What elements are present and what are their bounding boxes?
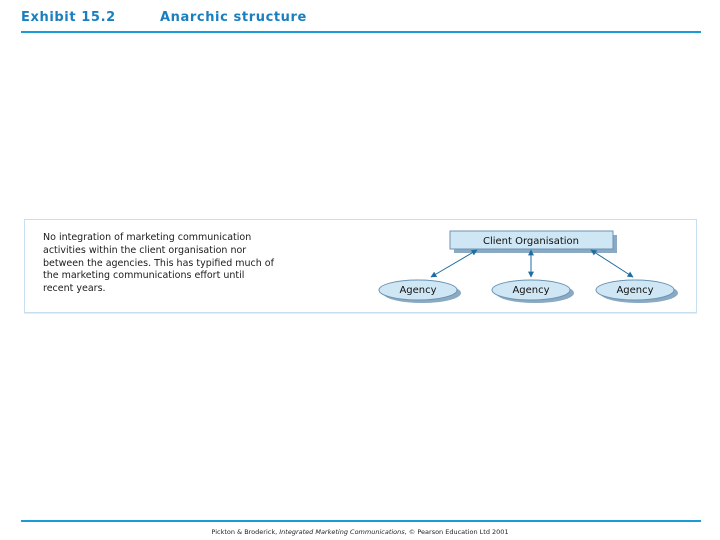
agency-label: Agency <box>512 285 550 296</box>
agency-node <box>379 280 461 303</box>
agency-node <box>492 280 574 303</box>
client-organisation-node <box>450 231 617 253</box>
anarchic-structure-diagram <box>25 220 698 314</box>
footer-divider <box>21 520 701 522</box>
description-line: recent years. <box>43 283 106 295</box>
connector-arrow <box>431 250 477 277</box>
agency-node <box>596 280 678 303</box>
client-organisation-label: Client Organisation <box>482 236 580 247</box>
description-line: the marketing communications effort until <box>43 270 245 282</box>
description-line: between the agencies. This has typified much of <box>43 257 274 269</box>
footer-citation <box>0 528 720 536</box>
agency-label: Agency <box>616 285 654 296</box>
connector-arrow <box>591 250 633 277</box>
exhibit-panel <box>24 219 697 313</box>
footer-publisher: , © Pearson Education Ltd 2001 <box>404 528 509 536</box>
exhibit-header <box>21 9 701 33</box>
description-line: activities within the client organisation nor <box>43 244 247 256</box>
footer-authors: Pickton & Broderick, <box>211 528 280 536</box>
footer-book-title: Integrated Marketing Communications <box>279 528 405 536</box>
exhibit-title: Anarchic structure <box>160 10 307 25</box>
agency-label: Agency <box>399 285 437 296</box>
exhibit-number: Exhibit 15.2 <box>21 10 116 25</box>
description-line: No integration of marketing communication <box>43 232 252 243</box>
